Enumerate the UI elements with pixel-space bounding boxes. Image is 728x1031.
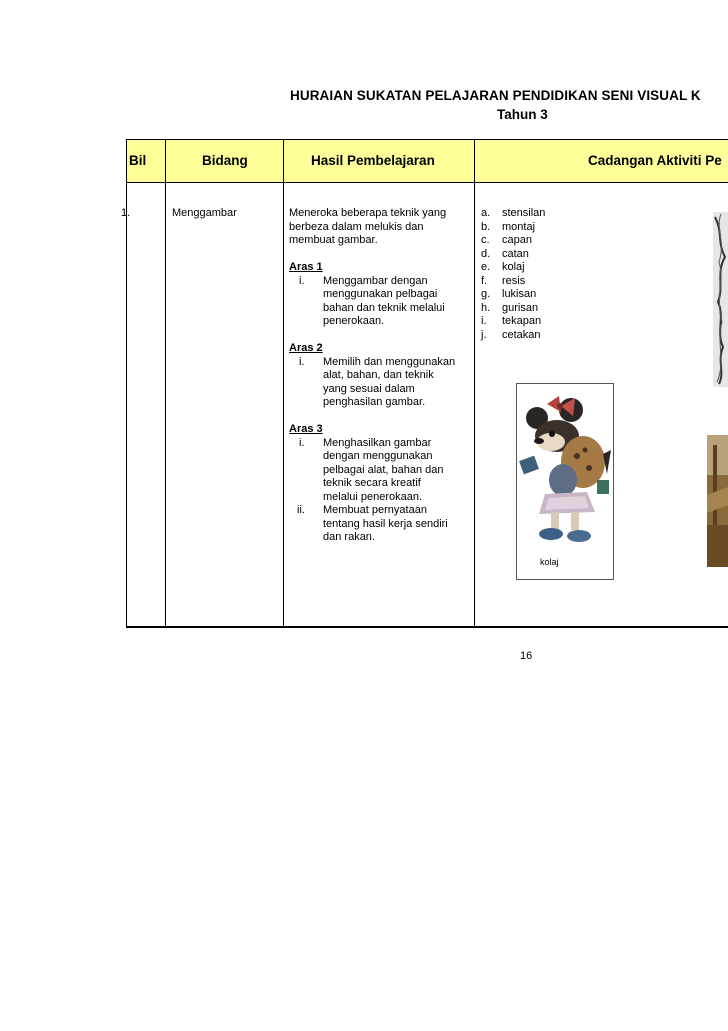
activity-letter: a. (481, 207, 491, 219)
item-line: yang sesuai dalam (323, 382, 415, 395)
activity-letter: b. (481, 220, 491, 233)
activity-letter: e. (481, 261, 491, 273)
level-3-item (289, 504, 475, 545)
item-line: bahan dan teknik melalui (323, 301, 445, 314)
activity-letter: d. (481, 247, 491, 260)
collage-example-image (516, 383, 614, 580)
item-number: i. (299, 355, 305, 368)
row-bil: 1. (121, 207, 131, 219)
learning-outcomes (289, 207, 475, 545)
item-line: Menghasilkan gambar (323, 436, 432, 449)
item-number: i. (299, 274, 305, 287)
activity-text: tekapan (502, 315, 542, 327)
intro-line: berbeza dalam melukis dan (289, 220, 424, 233)
page-number: 16 (520, 650, 533, 662)
item-line: Memilih dan menggunakan (323, 355, 456, 368)
painting-image (707, 435, 728, 567)
column-divider (165, 139, 166, 626)
document-title: HURAIAN SUKATAN PELAJARAN PENDIDIKAN SENI VISUAL K (290, 88, 701, 103)
item-line: penghasilan gambar. (323, 396, 426, 408)
item-line: melalui penerokaan. (323, 490, 423, 503)
collage-figure-image (517, 384, 613, 554)
line-drawing-image (713, 212, 728, 387)
activity-text: gurisan (502, 301, 539, 314)
header-hasil-pembelajaran: Hasil Pembelajaran (311, 153, 435, 168)
activity-text: kolaj (502, 261, 525, 273)
item-line: alat, bahan, dan teknik (323, 369, 434, 381)
activity-text: catan (502, 247, 529, 260)
activity-text: resis (502, 274, 526, 287)
item-number: i. (299, 436, 305, 449)
level-3-item (289, 437, 475, 505)
activity-text: montaj (502, 220, 536, 233)
activity-text: cetakan (502, 328, 541, 341)
image-caption: kolaj (540, 557, 559, 567)
item-line: pelbagai alat, bahan dan (323, 463, 444, 476)
level-1-label: Aras 1 (289, 261, 323, 273)
column-divider (283, 139, 284, 626)
level-2-item (289, 356, 475, 410)
item-line: tentang hasil kerja sendiri (323, 517, 448, 530)
header-cadangan-aktiviti: Cadangan Aktiviti Pe (588, 153, 722, 168)
activity-letter: i. (481, 315, 487, 327)
item-line: dengan menggunakan (323, 450, 433, 462)
activity-text: lukisan (502, 288, 537, 300)
item-number: ii. (297, 504, 305, 516)
document-subtitle: Tahun 3 (497, 107, 548, 122)
intro-line: membuat gambar. (289, 234, 378, 246)
item-line: menggunakan pelbagai (323, 288, 438, 300)
item-line: Menggambar dengan (323, 274, 428, 287)
intro-line: Meneroka beberapa teknik yang (289, 207, 447, 219)
activity-text: stensilan (502, 207, 546, 219)
level-1-item (289, 275, 475, 329)
activity-letter: g. (481, 288, 491, 300)
header-bil: Bil (129, 153, 147, 168)
item-line: teknik secara kreatif (323, 477, 421, 489)
activity-letter: c. (481, 234, 490, 246)
header-bidang: Bidang (202, 153, 248, 168)
level-3-label: Aras 3 (289, 423, 323, 435)
item-line: Membuat pernyataan (323, 504, 427, 516)
activity-letter: h. (481, 301, 491, 314)
item-line: penerokaan. (323, 315, 385, 327)
activity-letter: f. (481, 274, 488, 287)
level-2-label: Aras 2 (289, 342, 323, 354)
item-line: dan rakan. (323, 531, 375, 543)
row-bidang: Menggambar (172, 207, 237, 219)
activity-text: capan (502, 234, 532, 246)
activity-letter: j. (481, 328, 487, 341)
